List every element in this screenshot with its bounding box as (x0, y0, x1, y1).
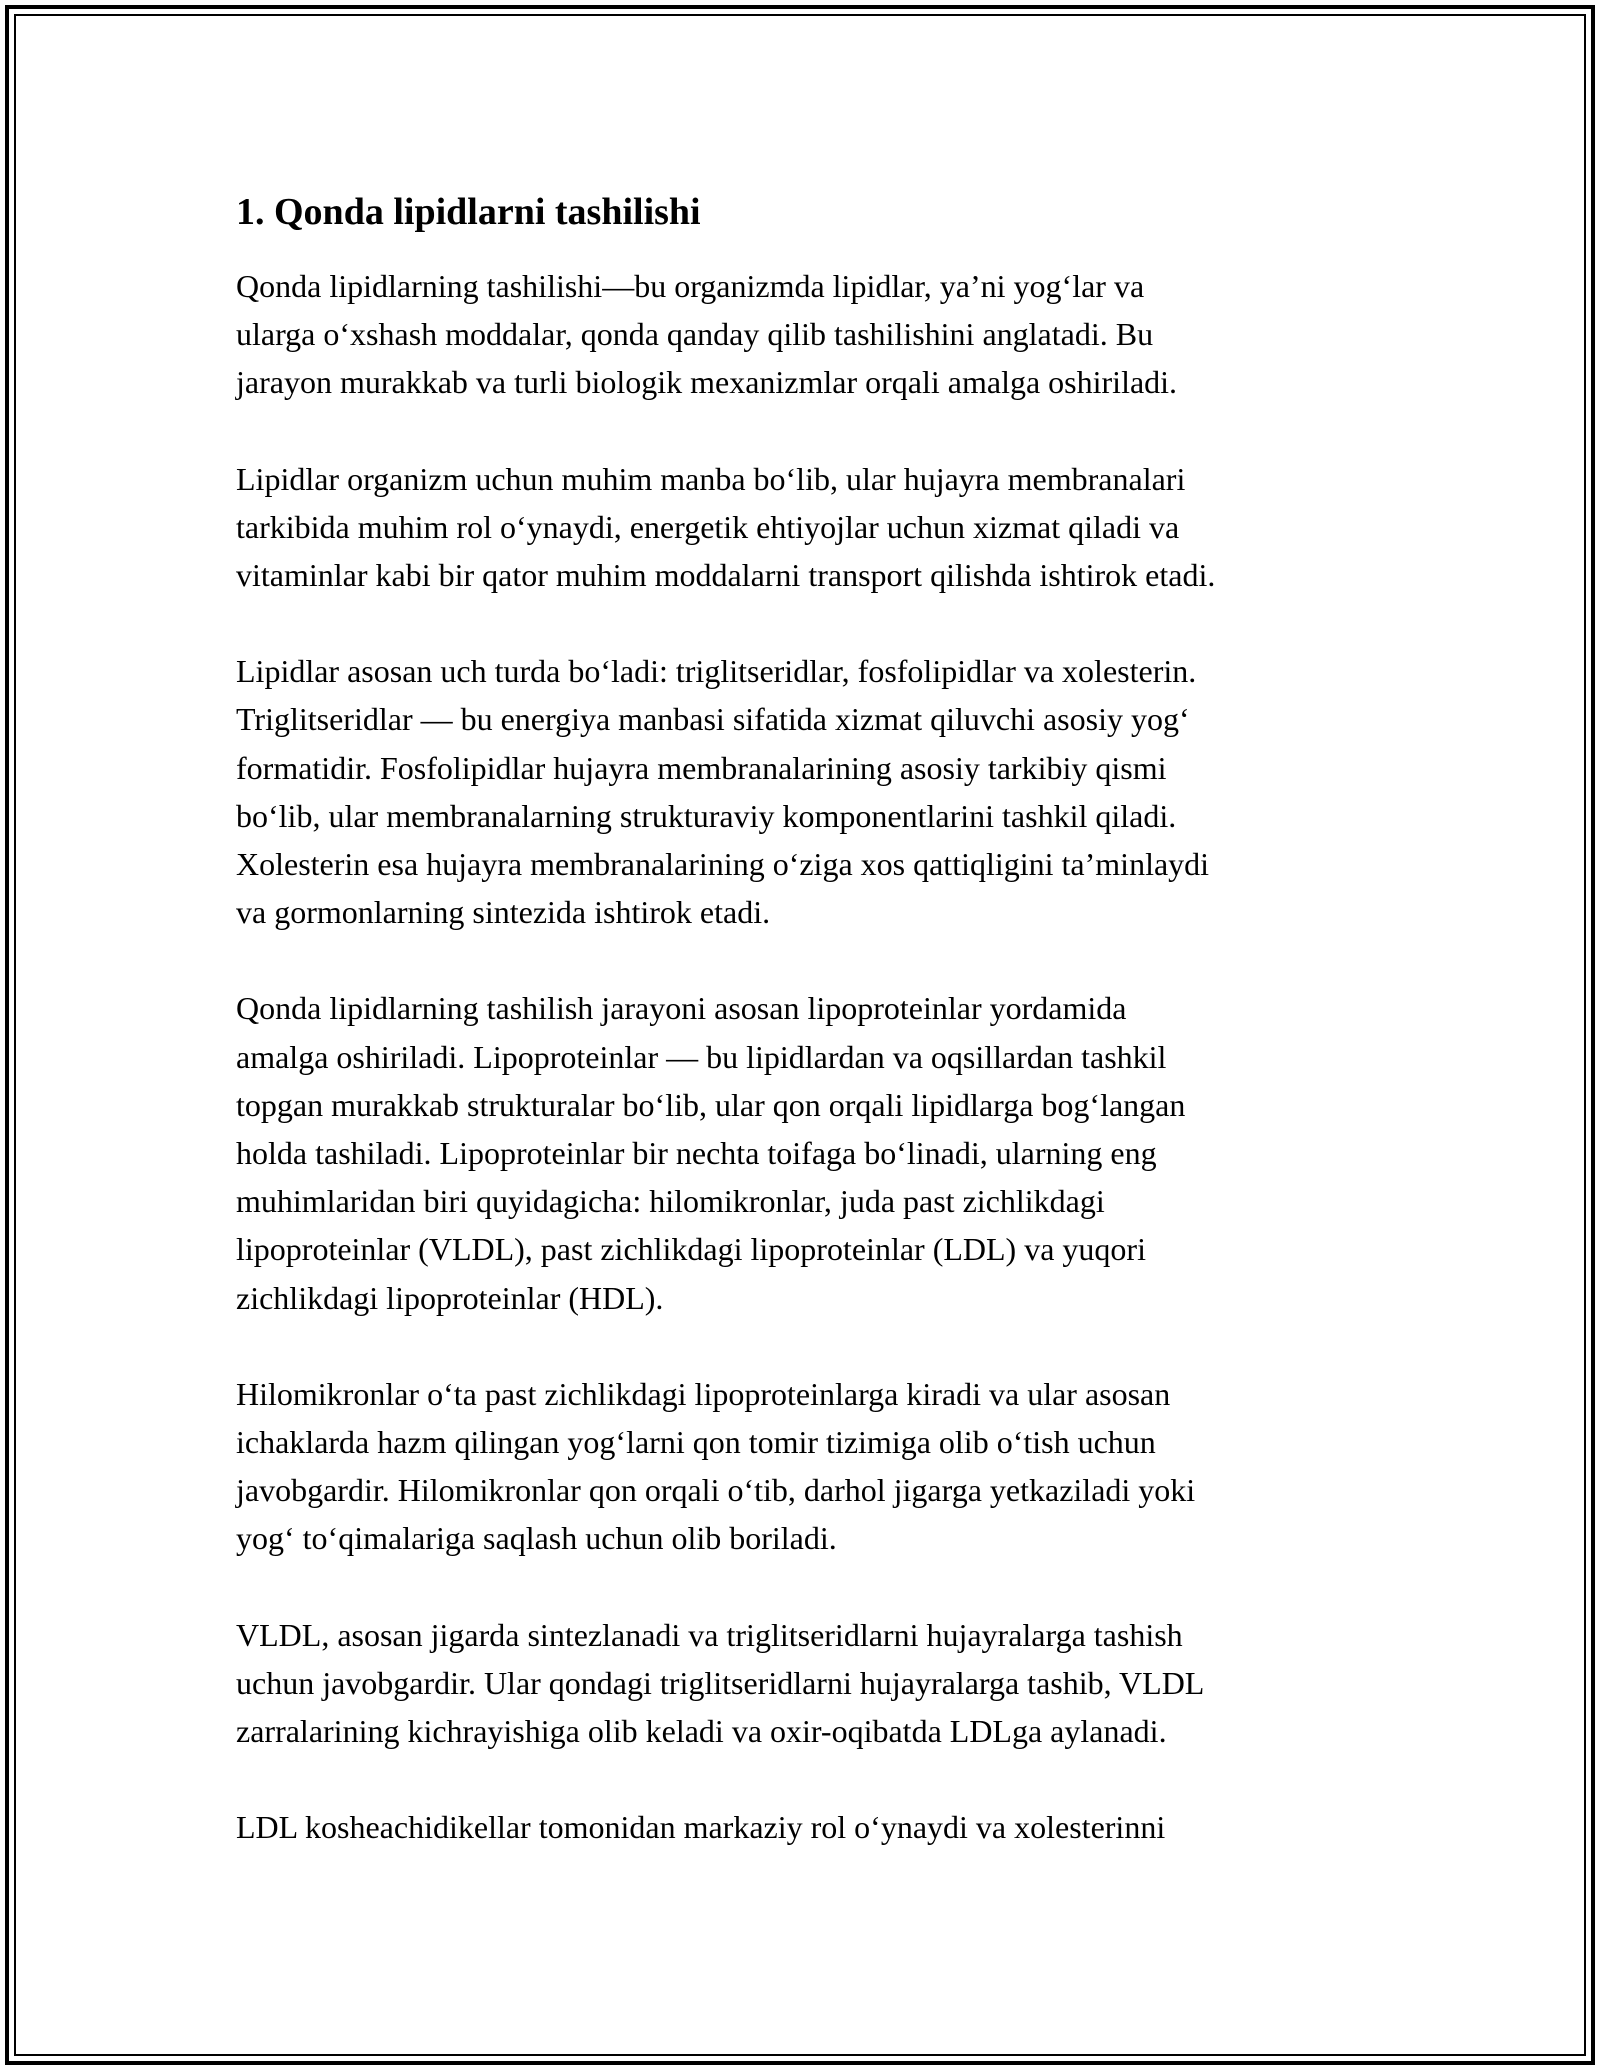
text-line: Qonda lipidlarning tashilish jarayoni asosan lipoproteinlar yordamida (236, 990, 1127, 1027)
text-line: bo‘lib, ular membranalarning strukturaviy komponentlarini tashkil qiladi. (236, 797, 1177, 834)
text-line: muhimlaridan biri quyidagicha: hilomikronlar, juda past zichlikdagi (236, 1183, 1105, 1220)
text-line: tarkibida muhim rol o‘ynaydi, energetik ehtiyojlar uchun xizmat qiladi va (236, 508, 1180, 545)
paragraph (236, 455, 1376, 600)
text-line: Triglitseridlar — bu energiya manbasi sifatida xizmat qiluvchi asosiy yog‘ (236, 701, 1190, 738)
text-line: lipoproteinlar (VLDL), past zichlikdagi lipoproteinlar (LDL) va yuqori (236, 1231, 1146, 1268)
text-line: ichaklarda hazm qilingan yog‘larni qon tomir tizimiga olib o‘tish uchun (236, 1424, 1156, 1461)
text-line: Hilomikronlar o‘ta past zichlikdagi lipoproteinlarga kiradi va ular asosan (236, 1375, 1171, 1412)
paragraph (236, 1370, 1376, 1563)
text-line: javobgardir. Hilomikronlar qon orqali o‘tib, darhol jigarga yetkaziladi yoki (236, 1472, 1196, 1509)
text-line: Lipidlar organizm uchun muhim manba bo‘lib, ular hujayra membranalari (236, 460, 1186, 497)
text-line: va gormonlarning sintezida ishtirok etadi. (236, 894, 771, 931)
document-body (236, 188, 1376, 1899)
text-line: zichlikdagi lipoproteinlar (HDL). (236, 1279, 664, 1316)
paragraph (236, 984, 1376, 1321)
text-line: Xolesterin esa hujayra membranalarining o‘ziga xos qattiqligini ta’minlaydi (236, 846, 1210, 883)
paragraph (236, 647, 1376, 936)
text-line: LDL kosheachidikellar tomonidan markaziy rol o‘ynaydi va xolesterinni (236, 1809, 1166, 1846)
paragraph (236, 262, 1376, 407)
text-line: uchun javobgardir. Ular qondagi triglitseridlarni hujayralarga tashib, VLDL (236, 1664, 1205, 1701)
text-line: formatidir. Fosfolipidlar hujayra membranalarining asosiy tarkibiy qismi (236, 749, 1167, 786)
text-line: yog‘ to‘qimalariga saqlash uchun olib boriladi. (236, 1520, 837, 1557)
paragraph (236, 1803, 1376, 1851)
section-heading: 1. Qonda lipidlarni tashilishi (236, 191, 701, 233)
paragraph (236, 1611, 1376, 1756)
text-line: amalga oshiriladi. Lipoproteinlar — bu lipidlardan va oqsillardan tashkil (236, 1038, 1167, 1075)
text-line: zarralarining kichrayishiga olib keladi va oxir-oqibatda LDLga aylanadi. (236, 1713, 1167, 1750)
text-line: Lipidlar asosan uch turda bo‘ladi: triglitseridlar, fosfolipidlar va xolesterin. (236, 653, 1197, 690)
text-line: topgan murakkab strukturalar bo‘lib, ular qon orqali lipidlarga bog‘langan (236, 1086, 1186, 1123)
text-line: holda tashiladi. Lipoproteinlar bir nechta toifaga bo‘linadi, ularning eng (236, 1135, 1157, 1172)
text-line: vitaminlar kabi bir qator muhim moddalarni transport qilishda ishtirok etadi. (236, 557, 1216, 594)
text-line: VLDL, asosan jigarda sintezlanadi va triglitseridlarni hujayralarga tashish (236, 1616, 1183, 1653)
text-line: Qonda lipidlarning tashilishi—bu organizmda lipidlar, ya’ni yog‘lar va (236, 268, 1145, 304)
text-line: jarayon murakkab va turli biologik mexanizmlar orqali amalga oshiriladi. (236, 364, 1178, 401)
text-line: ularga o‘xshash moddalar, qonda qanday qilib tashilishini anglatadi. Bu (236, 316, 1154, 353)
